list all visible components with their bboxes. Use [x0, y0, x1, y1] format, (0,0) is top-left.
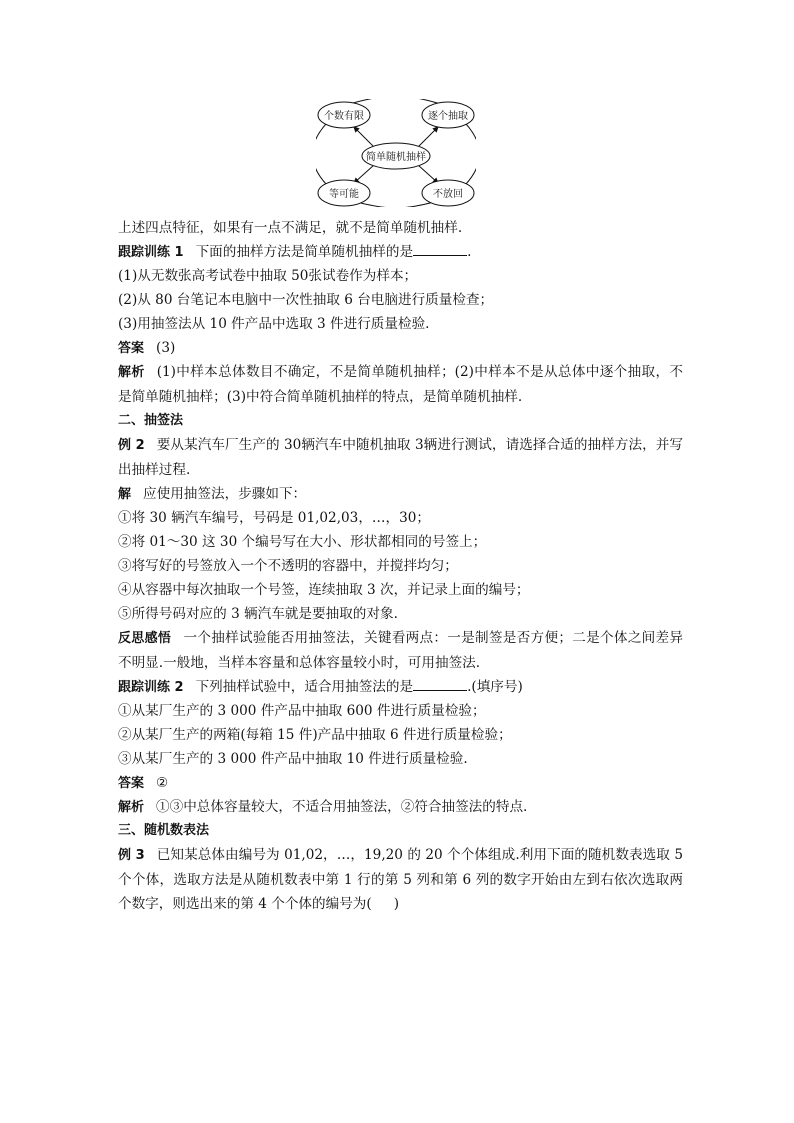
- reflection-label: 反思感悟: [118, 631, 172, 646]
- answer-2-value: ②: [156, 775, 169, 791]
- outer-loop: [346, 99, 444, 105]
- follow-up-1-label: 跟踪训练 1: [118, 245, 184, 260]
- solution-2-text: 应使用抽签法，步骤如下：: [143, 486, 307, 502]
- arrow-bottom-right: [418, 165, 438, 183]
- answer-1: [118, 336, 683, 360]
- example-3: [118, 843, 683, 916]
- section-2-heading: 二、抽签法: [118, 413, 184, 428]
- step-5: ⑤所得号码对应的 3 辆汽车就是要抽取的对象.: [118, 606, 398, 622]
- follow-up-2-option-3: ③从某厂生产的 3 000 件产品中抽取 10 件进行质量检验.: [118, 751, 468, 767]
- solution-2: [118, 482, 683, 506]
- follow-up-1-option-3: (3)用抽签法从 10 件产品中选取 3 件进行质量检验.: [118, 316, 430, 332]
- example-2-text: 要从某汽车厂生产的 30辆汽车中随机抽取 3辆进行测试，请选择合适的抽样方法，并写出抽样过程.: [118, 437, 684, 478]
- follow-up-2-text: 下列抽样试验中，适合用抽签法的是: [195, 679, 414, 695]
- analysis-label: 解析: [118, 800, 145, 815]
- document-body: [118, 216, 683, 916]
- node-bottom-right-label: 不放回: [433, 189, 463, 200]
- analysis-2: [118, 795, 683, 819]
- node-top-left-label: 个数有限: [324, 111, 364, 122]
- node-top-right-label: 逐个抽取: [428, 111, 468, 122]
- step-4: ④从容器中每次抽取一个号签，连续抽取 3 次，并记录上面的编号；: [118, 582, 530, 598]
- step-1: ①将 30 辆汽车编号，号码是 01,02,03，…，30；: [118, 510, 430, 526]
- analysis-2-text: ①③中总体容量较大，不适合用抽签法，②符合抽签法的特点.: [156, 799, 528, 815]
- answer-blank: [413, 241, 467, 256]
- outer-loop: [466, 124, 476, 184]
- step-3: ③将写好的号签放入一个不透明的容器中，并搅拌均匀；: [118, 558, 458, 574]
- answer-blank: [413, 676, 467, 691]
- analysis-1-text: (1)中样本总体数目不确定，不是简单随机抽样；(2)中样本不是从总体中逐个抽取，不是简单随机抽样；(3)中符合简单随机抽样的特点，是简单随机抽样.: [118, 364, 683, 405]
- answer-1-value: (3): [156, 340, 176, 356]
- step-2: ②将 01～30 这 30 个编号写在大小、形状都相同的号签上；: [118, 534, 487, 550]
- reflection-text: 一个抽样试验能否用抽签法，关键看两点：一是制签是否方便；二是个体之间差异不明显.一般地，当样本容量和总体容量较小时，可用抽签法.: [118, 630, 683, 671]
- diagram-svg: [316, 99, 476, 207]
- follow-up-1-option-2: (2)从 80 台笔记本电脑中一次性抽取 6 台电脑进行质量检查；: [118, 292, 494, 308]
- summary-line: 上述四点特征，如果有一点不满足，就不是简单随机抽样.: [118, 220, 463, 236]
- outer-loop: [316, 124, 326, 184]
- answer-label: 答案: [118, 776, 145, 791]
- arrow-top-right: [418, 127, 438, 147]
- follow-up-1-end: .: [467, 244, 472, 260]
- follow-up-1-option-1: (1)从无数张高考试卷中抽取 50张试卷作为样本；: [118, 268, 418, 284]
- sampling-features-diagram: [316, 99, 476, 207]
- follow-up-2-option-1: ①从某厂生产的 3 000 件产品中抽取 600 件进行质量检验；: [118, 703, 486, 719]
- follow-up-2-end: .(填序号): [467, 679, 523, 695]
- follow-up-2-label: 跟踪训练 2: [118, 680, 184, 695]
- example-3-label: 例 3: [118, 848, 145, 863]
- node-bottom-left-label: 等可能: [329, 189, 359, 200]
- reflection: [118, 626, 683, 675]
- example-2: [118, 433, 683, 482]
- example-3-text: 已知某总体由编号为 01,02，…，19,20 的 20 个个体组成.利用下面的随机数表选取 5 个个体，选取方法是从随机数表中第 1 行的第 5 列和第 6 列的数字开始由左到右依次选取两个数字，则选出来的第 4 个个体的编号为(: [118, 847, 683, 912]
- follow-up-2-question: [118, 675, 683, 699]
- arrow-top-left: [354, 127, 374, 147]
- follow-up-1-text: 下面的抽样方法是简单随机抽样的是: [195, 244, 414, 260]
- section-3-heading: 三、随机数表法: [118, 823, 210, 838]
- analysis-1: [118, 360, 683, 409]
- follow-up-1-question: [118, 240, 683, 264]
- arrow-bottom-left: [354, 165, 374, 183]
- answer-label: 答案: [118, 341, 145, 356]
- node-center-label: 简单随机抽样: [366, 152, 426, 163]
- analysis-label: 解析: [118, 365, 145, 380]
- example-3-end: ): [393, 896, 399, 912]
- follow-up-2-option-2: ②从某厂生产的两箱(每箱 15 件)产品中抽取 6 件进行质量检验；: [118, 727, 512, 743]
- example-2-label: 例 2: [118, 438, 145, 453]
- solution-label: 解: [118, 487, 132, 502]
- answer-2: [118, 771, 683, 795]
